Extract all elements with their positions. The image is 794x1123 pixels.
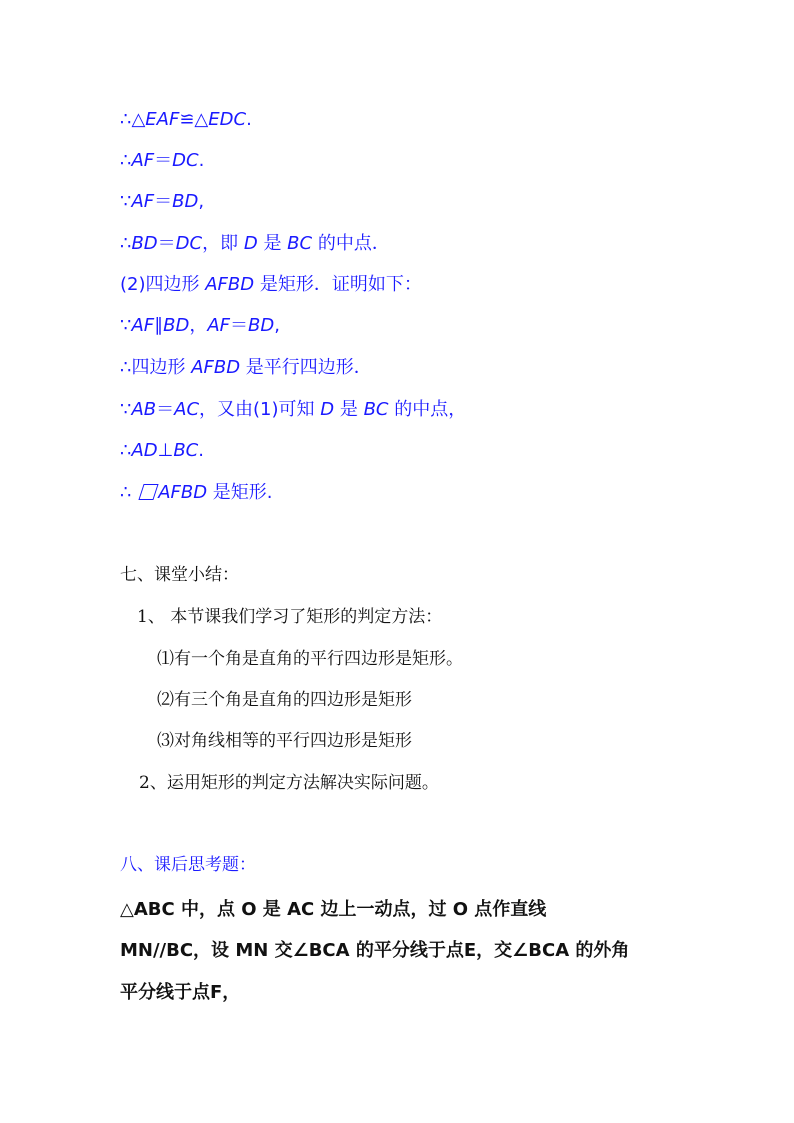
proof-line-9: ∴AD⊥BC. — [120, 440, 204, 461]
proof-line-4: ∴BD＝DC，即 D 是 BC 的中点． — [120, 233, 390, 254]
homework-heading: 八、课后思考题： — [120, 855, 256, 875]
parallelogram-icon — [139, 484, 159, 500]
proof-line-2: ∴AF＝DC. — [120, 150, 205, 171]
proof-line-5: (2)四边形 AFBD 是矩形．证明如下： — [120, 274, 422, 295]
homework-paragraph-line-2: MN//BC，设 MN 交∠BCA 的平分线于点E，交∠BCA 的外角 — [120, 940, 630, 961]
summary-item-2: 2、运用矩形的判定方法解决实际问题。 — [139, 773, 439, 793]
proof-line-8: ∵AB＝AC，又由(1)可知 D 是 BC 的中点， — [120, 399, 467, 420]
homework-paragraph-line-3: 平分线于点F， — [120, 982, 241, 1003]
summary-subitem-2: ⑵有三个角是直角的四边形是矩形 — [157, 690, 412, 710]
proof-line-7: ∴四边形 AFBD 是平行四边形． — [120, 357, 372, 378]
homework-paragraph-line-1: △ABC 中，点 O 是 AC 边上一动点，过 O 点作直线 — [120, 899, 547, 920]
summary-subitem-3: ⑶对角线相等的平行四边形是矩形 — [157, 731, 412, 751]
summary-item-1: 1、 本节课我们学习了矩形的判定方法： — [137, 607, 443, 627]
summary-heading: 七、课堂小结： — [120, 565, 239, 585]
proof-line-3: ∵AF＝BD, — [120, 191, 205, 212]
summary-subitem-1: ⑴有一个角是直角的平行四边形是矩形。 — [157, 649, 463, 669]
proof-line-6: ∵AF∥BD，AF＝BD, — [120, 315, 280, 336]
proof-line-1: ∴△EAF≌△EDC. — [120, 109, 252, 130]
proof-line-10: ∴ AFBD 是矩形. — [120, 482, 273, 503]
